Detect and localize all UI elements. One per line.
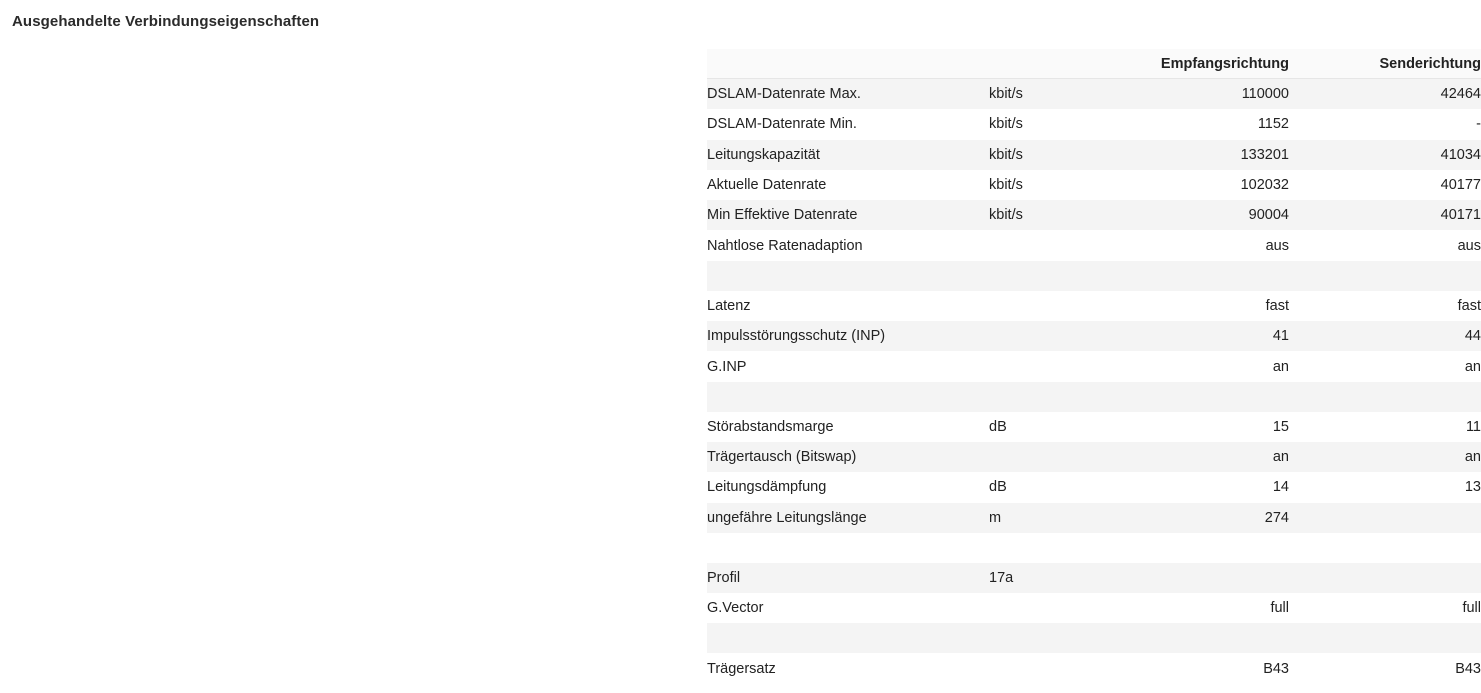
- table-header: [707, 49, 1481, 79]
- table-row: [707, 442, 1481, 472]
- cell-unit: [989, 230, 1099, 260]
- cell-label: G.Vector: [707, 593, 989, 623]
- cell-label: [707, 382, 989, 412]
- cell-unit: kbit/s: [989, 109, 1099, 139]
- cell-downstream: 90004: [1099, 200, 1289, 230]
- table-row: [707, 412, 1481, 442]
- cell-label: ungefähre Leitungslänge: [707, 503, 989, 533]
- cell-label: [707, 261, 989, 291]
- table-row: [707, 321, 1481, 351]
- table-spacer-row: [707, 623, 1481, 653]
- cell-label: Profil: [707, 563, 989, 593]
- cell-upstream: [1289, 563, 1481, 593]
- cell-downstream: B43: [1099, 653, 1289, 683]
- cell-upstream: fast: [1289, 291, 1481, 321]
- table-row: [707, 230, 1481, 260]
- cell-unit: [989, 261, 1099, 291]
- cell-unit: dB: [989, 472, 1099, 502]
- cell-unit: [989, 291, 1099, 321]
- cell-downstream: [1099, 261, 1289, 291]
- header-unit: [989, 49, 1099, 79]
- cell-unit: 17a: [989, 563, 1099, 593]
- cell-unit: [989, 533, 1099, 563]
- cell-unit: [989, 321, 1099, 351]
- cell-unit: kbit/s: [989, 79, 1099, 110]
- cell-label: G.INP: [707, 351, 989, 381]
- cell-label: Nahtlose Ratenadaption: [707, 230, 989, 260]
- cell-downstream: 102032: [1099, 170, 1289, 200]
- cell-upstream: 13: [1289, 472, 1481, 502]
- cell-label: DSLAM-Datenrate Max.: [707, 79, 989, 110]
- cell-label: Min Effektive Datenrate: [707, 200, 989, 230]
- cell-unit: [989, 442, 1099, 472]
- cell-unit: [989, 351, 1099, 381]
- table-row: [707, 291, 1481, 321]
- cell-upstream: an: [1289, 351, 1481, 381]
- cell-downstream: [1099, 623, 1289, 653]
- cell-label: Trägersatz: [707, 653, 989, 683]
- cell-upstream: aus: [1289, 230, 1481, 260]
- cell-downstream: full: [1099, 593, 1289, 623]
- cell-upstream: [1289, 382, 1481, 412]
- cell-unit: m: [989, 503, 1099, 533]
- cell-unit: kbit/s: [989, 140, 1099, 170]
- cell-upstream: [1289, 533, 1481, 563]
- cell-unit: [989, 623, 1099, 653]
- cell-upstream: 40171: [1289, 200, 1481, 230]
- table-spacer-row: [707, 261, 1481, 291]
- cell-label: Leitungskapazität: [707, 140, 989, 170]
- table-row: [707, 503, 1481, 533]
- cell-unit: [989, 653, 1099, 683]
- cell-downstream: [1099, 533, 1289, 563]
- cell-downstream: an: [1099, 442, 1289, 472]
- cell-downstream: 15: [1099, 412, 1289, 442]
- cell-label: DSLAM-Datenrate Min.: [707, 109, 989, 139]
- cell-label: [707, 623, 989, 653]
- cell-label: [707, 533, 989, 563]
- cell-label: Aktuelle Datenrate: [707, 170, 989, 200]
- cell-downstream: 110000: [1099, 79, 1289, 110]
- table-header-row: [707, 49, 1481, 79]
- table-spacer-row: [707, 533, 1481, 563]
- cell-upstream: full: [1289, 593, 1481, 623]
- cell-upstream: an: [1289, 442, 1481, 472]
- cell-label: Störabstandsmarge: [707, 412, 989, 442]
- cell-downstream: 1152: [1099, 109, 1289, 139]
- header-upstream: Senderichtung: [1289, 49, 1481, 79]
- table-row: [707, 109, 1481, 139]
- cell-label: Latenz: [707, 291, 989, 321]
- cell-unit: dB: [989, 412, 1099, 442]
- cell-upstream: [1289, 623, 1481, 653]
- cell-upstream: [1289, 503, 1481, 533]
- cell-downstream: an: [1099, 351, 1289, 381]
- cell-downstream: 274: [1099, 503, 1289, 533]
- cell-unit: kbit/s: [989, 200, 1099, 230]
- cell-downstream: aus: [1099, 230, 1289, 260]
- cell-label: Impulsstörungsschutz (INP): [707, 321, 989, 351]
- cell-upstream: -: [1289, 109, 1481, 139]
- table-row: [707, 472, 1481, 502]
- cell-downstream: [1099, 382, 1289, 412]
- table-row: [707, 79, 1481, 110]
- cell-downstream: fast: [1099, 291, 1289, 321]
- cell-upstream: 42464: [1289, 79, 1481, 110]
- props-table: [707, 49, 1481, 684]
- header-downstream: Empfangsrichtung: [1099, 49, 1289, 79]
- table-row: [707, 170, 1481, 200]
- cell-label: Leitungsdämpfung: [707, 472, 989, 502]
- cell-upstream: 11: [1289, 412, 1481, 442]
- cell-label: Trägertausch (Bitswap): [707, 442, 989, 472]
- connection-properties-table: [707, 49, 1481, 684]
- table-spacer-row: [707, 382, 1481, 412]
- cell-upstream: 40177: [1289, 170, 1481, 200]
- cell-unit: [989, 382, 1099, 412]
- table-row: [707, 140, 1481, 170]
- cell-downstream: [1099, 563, 1289, 593]
- table-row: [707, 351, 1481, 381]
- table-row: [707, 200, 1481, 230]
- table-row: [707, 563, 1481, 593]
- page-title: Ausgehandelte Verbindungseigenschaften: [12, 13, 320, 30]
- header-label: [707, 49, 989, 79]
- table-body: [707, 79, 1481, 684]
- cell-upstream: B43: [1289, 653, 1481, 683]
- table-row: [707, 653, 1481, 683]
- cell-upstream: 41034: [1289, 140, 1481, 170]
- cell-downstream: 14: [1099, 472, 1289, 502]
- cell-downstream: 41: [1099, 321, 1289, 351]
- cell-upstream: [1289, 261, 1481, 291]
- cell-downstream: 133201: [1099, 140, 1289, 170]
- table-row: [707, 593, 1481, 623]
- cell-unit: kbit/s: [989, 170, 1099, 200]
- cell-unit: [989, 593, 1099, 623]
- cell-upstream: 44: [1289, 321, 1481, 351]
